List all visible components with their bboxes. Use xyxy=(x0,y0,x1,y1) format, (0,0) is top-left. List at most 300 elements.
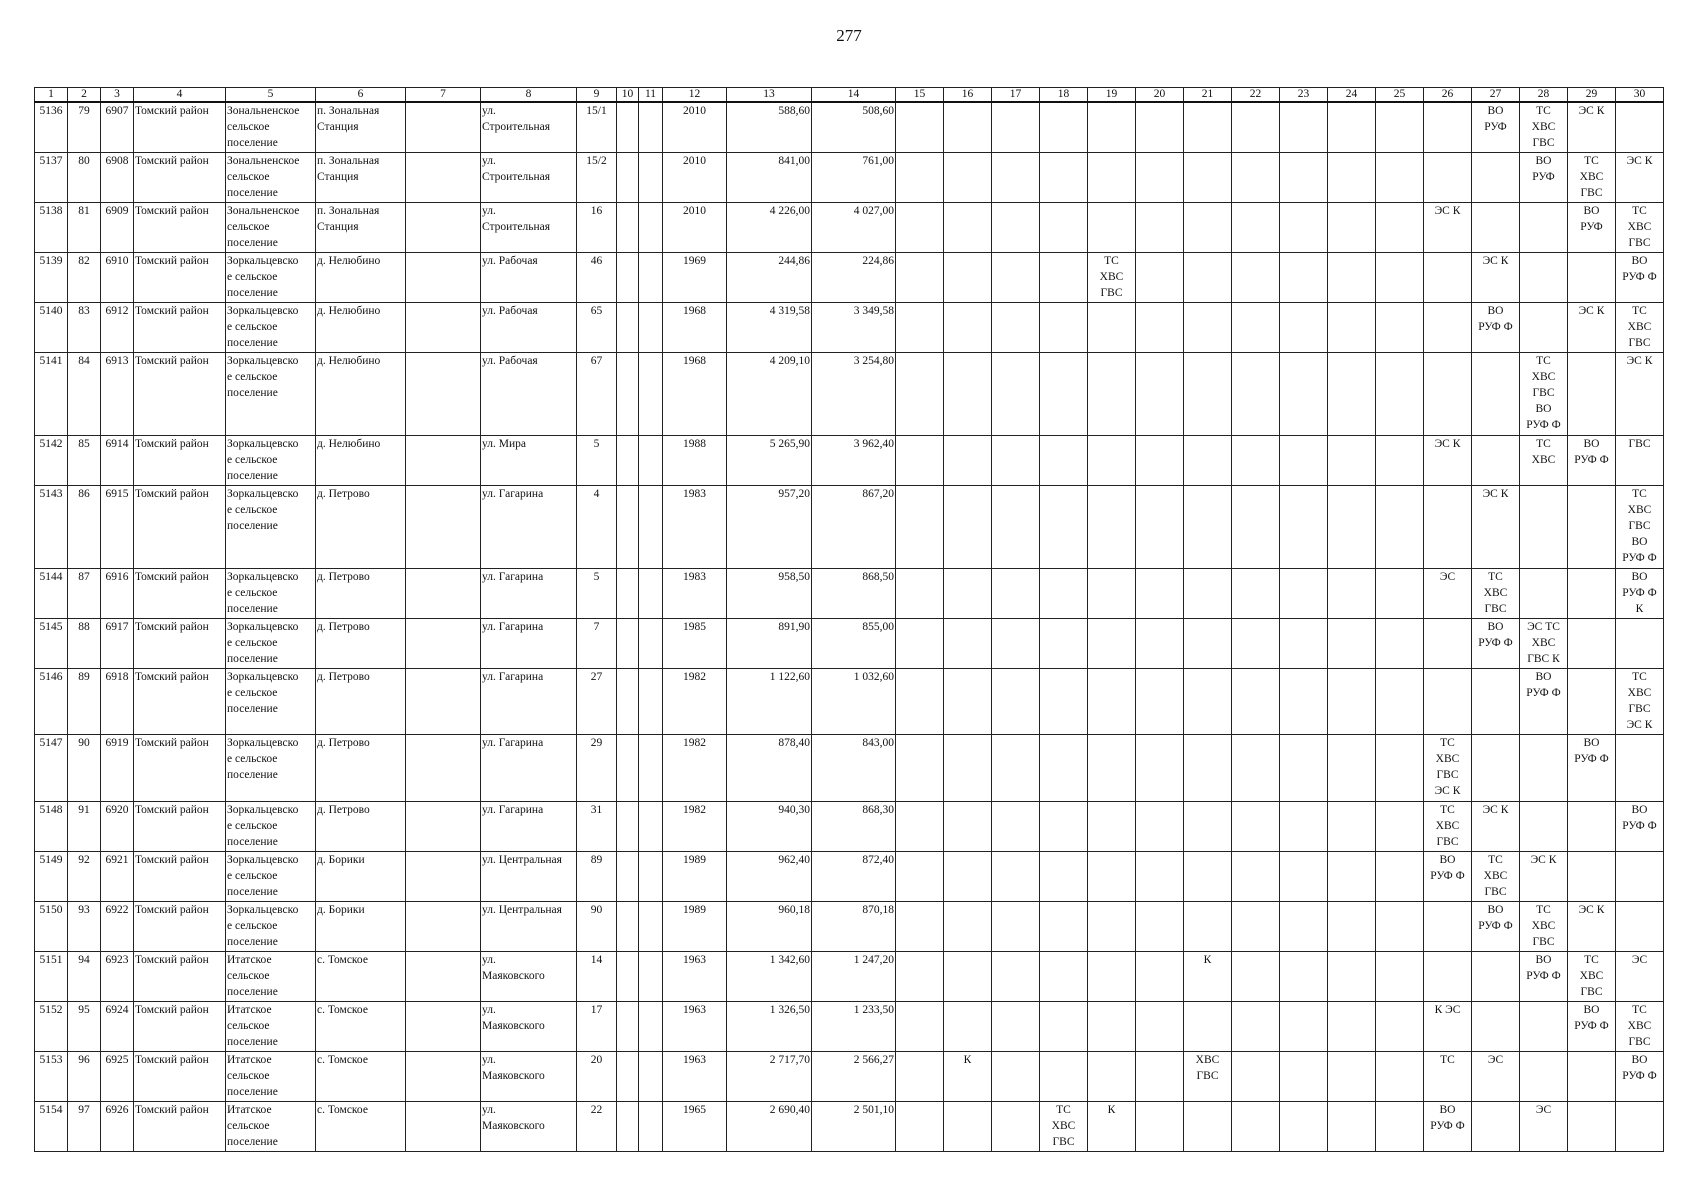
table-cell-col-28 xyxy=(1520,568,1568,618)
table-cell-col-17 xyxy=(992,302,1040,352)
table-cell-col-21 xyxy=(1184,668,1232,734)
table-cell-col-2: 80 xyxy=(68,152,101,202)
table-cell-col-7 xyxy=(406,152,481,202)
table-cell-col-17 xyxy=(992,152,1040,202)
table-cell-col-24 xyxy=(1328,352,1376,435)
table-cell-col-30 xyxy=(1616,102,1664,152)
table-cell-col-23 xyxy=(1280,1001,1328,1051)
table-cell-col-15 xyxy=(896,734,944,801)
table-cell-col-16 xyxy=(944,801,992,851)
table-row xyxy=(35,202,1664,252)
table-cell-col-19 xyxy=(1088,485,1136,568)
table-cell-col-15 xyxy=(896,901,944,951)
table-cell-col-10 xyxy=(617,901,639,951)
table-cell-col-4: Томский район xyxy=(134,1001,226,1051)
table-cell-col-1: 5146 xyxy=(35,668,68,734)
table-cell-col-16 xyxy=(944,435,992,485)
table-cell-col-27 xyxy=(1472,435,1520,485)
column-number-11: 11 xyxy=(639,88,663,103)
table-cell-col-28 xyxy=(1520,485,1568,568)
table-cell-col-5: Итатское сельское поселение xyxy=(226,951,316,1001)
table-cell-col-7 xyxy=(406,252,481,302)
table-cell-col-15 xyxy=(896,352,944,435)
column-number-12: 12 xyxy=(663,88,727,103)
table-cell-col-5: Зоркальцевско е сельское поселение xyxy=(226,568,316,618)
table-cell-col-1: 5147 xyxy=(35,734,68,801)
table-cell-col-26 xyxy=(1424,252,1472,302)
table-cell-col-23 xyxy=(1280,485,1328,568)
table-cell-col-4: Томский район xyxy=(134,618,226,668)
table-cell-col-21 xyxy=(1184,352,1232,435)
table-cell-col-23 xyxy=(1280,668,1328,734)
table-cell-col-6: п. Зональная Станция xyxy=(316,152,406,202)
table-cell-col-27 xyxy=(1472,352,1520,435)
table-cell-col-5: Итатское сельское поселение xyxy=(226,1051,316,1101)
table-cell-col-15 xyxy=(896,152,944,202)
table-cell-col-27: ТС ХВС ГВС xyxy=(1472,851,1520,901)
table-cell-col-16 xyxy=(944,668,992,734)
table-cell-col-14: 3 254,80 xyxy=(812,352,896,435)
table-cell-col-29: ЭС К xyxy=(1568,901,1616,951)
table-cell-col-21: К xyxy=(1184,951,1232,1001)
table-cell-col-2: 84 xyxy=(68,352,101,435)
table-row xyxy=(35,901,1664,951)
table-cell-col-9: 7 xyxy=(577,618,617,668)
table-cell-col-17 xyxy=(992,1101,1040,1151)
table-cell-col-27: ВО РУФ Ф xyxy=(1472,901,1520,951)
table-cell-col-26 xyxy=(1424,901,1472,951)
table-cell-col-1: 5145 xyxy=(35,618,68,668)
table-cell-col-7 xyxy=(406,302,481,352)
table-cell-col-13: 1 342,60 xyxy=(727,951,812,1001)
table-cell-col-13: 841,00 xyxy=(727,152,812,202)
table-cell-col-18 xyxy=(1040,252,1088,302)
table-cell-col-11 xyxy=(639,734,663,801)
table-cell-col-21 xyxy=(1184,102,1232,152)
table-cell-col-11 xyxy=(639,435,663,485)
table-cell-col-13: 244,86 xyxy=(727,252,812,302)
table-cell-col-11 xyxy=(639,618,663,668)
table-cell-col-28 xyxy=(1520,302,1568,352)
table-cell-col-4: Томский район xyxy=(134,568,226,618)
table-cell-col-11 xyxy=(639,485,663,568)
table-cell-col-18 xyxy=(1040,302,1088,352)
table-cell-col-28 xyxy=(1520,1001,1568,1051)
table-cell-col-14: 2 501,10 xyxy=(812,1101,896,1151)
table-cell-col-12: 1982 xyxy=(663,801,727,851)
table-cell-col-28: ВО РУФ Ф xyxy=(1520,668,1568,734)
table-cell-col-15 xyxy=(896,801,944,851)
table-cell-col-28: ВО РУФ Ф xyxy=(1520,951,1568,1001)
table-cell-col-17 xyxy=(992,352,1040,435)
table-cell-col-24 xyxy=(1328,302,1376,352)
column-number-17: 17 xyxy=(992,88,1040,103)
table-cell-col-21 xyxy=(1184,618,1232,668)
table-cell-col-24 xyxy=(1328,102,1376,152)
table-cell-col-27: ЭС К xyxy=(1472,252,1520,302)
table-cell-col-12: 1985 xyxy=(663,618,727,668)
table-cell-col-7 xyxy=(406,901,481,951)
column-number-27: 27 xyxy=(1472,88,1520,103)
column-number-3: 3 xyxy=(101,88,134,103)
column-number-1: 1 xyxy=(35,88,68,103)
column-number-8: 8 xyxy=(481,88,577,103)
table-cell-col-11 xyxy=(639,202,663,252)
table-cell-col-22 xyxy=(1232,951,1280,1001)
table-row xyxy=(35,302,1664,352)
table-cell-col-29 xyxy=(1568,668,1616,734)
table-row xyxy=(35,568,1664,618)
table-cell-col-23 xyxy=(1280,352,1328,435)
table-cell-col-16 xyxy=(944,901,992,951)
table-cell-col-20 xyxy=(1136,1001,1184,1051)
table-cell-col-25 xyxy=(1376,152,1424,202)
table-cell-col-19 xyxy=(1088,152,1136,202)
table-cell-col-26: ТС xyxy=(1424,1051,1472,1101)
table-cell-col-3: 6908 xyxy=(101,152,134,202)
table-cell-col-18: ТС ХВС ГВС xyxy=(1040,1101,1088,1151)
table-cell-col-18 xyxy=(1040,668,1088,734)
table-cell-col-12: 1968 xyxy=(663,302,727,352)
column-number-26: 26 xyxy=(1424,88,1472,103)
table-cell-col-18 xyxy=(1040,734,1088,801)
table-cell-col-21 xyxy=(1184,1001,1232,1051)
table-cell-col-20 xyxy=(1136,352,1184,435)
table-cell-col-27: ВО РУФ Ф xyxy=(1472,618,1520,668)
table-cell-col-11 xyxy=(639,102,663,152)
table-cell-col-23 xyxy=(1280,851,1328,901)
table-cell-col-30 xyxy=(1616,851,1664,901)
table-cell-col-20 xyxy=(1136,102,1184,152)
column-number-22: 22 xyxy=(1232,88,1280,103)
table-cell-col-22 xyxy=(1232,734,1280,801)
table-cell-col-21 xyxy=(1184,851,1232,901)
table-cell-col-28: ВО РУФ xyxy=(1520,152,1568,202)
table-cell-col-10 xyxy=(617,951,639,1001)
table-cell-col-8: ул. Гагарина xyxy=(481,801,577,851)
table-cell-col-30: ТС ХВС ГВС xyxy=(1616,202,1664,252)
table-cell-col-20 xyxy=(1136,801,1184,851)
table-cell-col-7 xyxy=(406,202,481,252)
table-cell-col-10 xyxy=(617,568,639,618)
table-cell-col-19 xyxy=(1088,1051,1136,1101)
table-cell-col-16 xyxy=(944,568,992,618)
table-cell-col-10 xyxy=(617,352,639,435)
table-cell-col-11 xyxy=(639,801,663,851)
table-cell-col-9: 4 xyxy=(577,485,617,568)
table-cell-col-11 xyxy=(639,668,663,734)
table-cell-col-17 xyxy=(992,435,1040,485)
table-cell-col-23 xyxy=(1280,801,1328,851)
column-number-16: 16 xyxy=(944,88,992,103)
table-cell-col-28: ТС ХВС ГВС xyxy=(1520,102,1568,152)
table-cell-col-23 xyxy=(1280,252,1328,302)
table-cell-col-8: ул. Маяковского xyxy=(481,1101,577,1151)
table-cell-col-26 xyxy=(1424,618,1472,668)
table-cell-col-29: ВО РУФ Ф xyxy=(1568,435,1616,485)
table-cell-col-24 xyxy=(1328,901,1376,951)
table-cell-col-5: Зональненское сельское поселение xyxy=(226,202,316,252)
column-number-15: 15 xyxy=(896,88,944,103)
table-row xyxy=(35,1051,1664,1101)
table-cell-col-29 xyxy=(1568,568,1616,618)
table-cell-col-7 xyxy=(406,668,481,734)
table-row xyxy=(35,668,1664,734)
table-cell-col-23 xyxy=(1280,1101,1328,1151)
table-cell-col-23 xyxy=(1280,734,1328,801)
table-cell-col-14: 843,00 xyxy=(812,734,896,801)
table-cell-col-8: ул. Центральная xyxy=(481,901,577,951)
table-cell-col-30: ЭС К xyxy=(1616,352,1664,435)
table-cell-col-16 xyxy=(944,352,992,435)
table-cell-col-7 xyxy=(406,352,481,435)
table-cell-col-5: Зоркальцевско е сельское поселение xyxy=(226,851,316,901)
column-number-28: 28 xyxy=(1520,88,1568,103)
table-cell-col-10 xyxy=(617,1051,639,1101)
table-cell-col-1: 5150 xyxy=(35,901,68,951)
table-cell-col-12: 1963 xyxy=(663,1001,727,1051)
table-cell-col-16: К xyxy=(944,1051,992,1101)
table-cell-col-4: Томский район xyxy=(134,485,226,568)
table-cell-col-17 xyxy=(992,1001,1040,1051)
table-cell-col-30: ВО РУФ Ф xyxy=(1616,801,1664,851)
table-cell-col-20 xyxy=(1136,734,1184,801)
table-cell-col-29 xyxy=(1568,801,1616,851)
table-cell-col-4: Томский район xyxy=(134,352,226,435)
table-cell-col-19 xyxy=(1088,435,1136,485)
table-cell-col-4: Томский район xyxy=(134,1101,226,1151)
table-cell-col-1: 5136 xyxy=(35,102,68,152)
table-cell-col-19 xyxy=(1088,901,1136,951)
table-cell-col-8: ул. Гагарина xyxy=(481,485,577,568)
table-cell-col-18 xyxy=(1040,568,1088,618)
table-cell-col-15 xyxy=(896,485,944,568)
table-cell-col-1: 5137 xyxy=(35,152,68,202)
table-cell-col-25 xyxy=(1376,352,1424,435)
table-cell-col-4: Томский район xyxy=(134,801,226,851)
table-cell-col-14: 2 566,27 xyxy=(812,1051,896,1101)
table-cell-col-2: 86 xyxy=(68,485,101,568)
table-cell-col-3: 6915 xyxy=(101,485,134,568)
table-cell-col-9: 15/1 xyxy=(577,102,617,152)
table-cell-col-20 xyxy=(1136,252,1184,302)
table-cell-col-3: 6914 xyxy=(101,435,134,485)
table-cell-col-4: Томский район xyxy=(134,435,226,485)
table-cell-col-19 xyxy=(1088,302,1136,352)
table-cell-col-4: Томский район xyxy=(134,152,226,202)
table-cell-col-21 xyxy=(1184,302,1232,352)
table-cell-col-5: Зоркальцевско е сельское поселение xyxy=(226,252,316,302)
table-cell-col-29 xyxy=(1568,252,1616,302)
table-cell-col-2: 83 xyxy=(68,302,101,352)
table-cell-col-4: Томский район xyxy=(134,851,226,901)
table-cell-col-5: Зоркальцевско е сельское поселение xyxy=(226,734,316,801)
table-cell-col-15 xyxy=(896,435,944,485)
table-cell-col-23 xyxy=(1280,435,1328,485)
table-cell-col-9: 14 xyxy=(577,951,617,1001)
table-cell-col-14: 868,30 xyxy=(812,801,896,851)
table-cell-col-24 xyxy=(1328,252,1376,302)
table-cell-col-24 xyxy=(1328,618,1376,668)
table-cell-col-29: ЭС К xyxy=(1568,302,1616,352)
table-cell-col-4: Томский район xyxy=(134,302,226,352)
table-row xyxy=(35,252,1664,302)
table-cell-col-19 xyxy=(1088,102,1136,152)
table-cell-col-26: ЭС xyxy=(1424,568,1472,618)
table-cell-col-13: 891,90 xyxy=(727,618,812,668)
table-cell-col-21 xyxy=(1184,901,1232,951)
table-cell-col-7 xyxy=(406,435,481,485)
table-cell-col-25 xyxy=(1376,1051,1424,1101)
table-cell-col-28: ТС ХВС ГВС xyxy=(1520,901,1568,951)
table-cell-col-14: 3 962,40 xyxy=(812,435,896,485)
table-cell-col-5: Зоркальцевско е сельское поселение xyxy=(226,668,316,734)
table-cell-col-13: 957,20 xyxy=(727,485,812,568)
table-cell-col-28: ТС ХВС xyxy=(1520,435,1568,485)
table-cell-col-2: 93 xyxy=(68,901,101,951)
table-cell-col-27: ТС ХВС ГВС xyxy=(1472,568,1520,618)
table-cell-col-7 xyxy=(406,851,481,901)
column-number-4: 4 xyxy=(134,88,226,103)
table-cell-col-7 xyxy=(406,1001,481,1051)
column-number-24: 24 xyxy=(1328,88,1376,103)
table-cell-col-26: ВО РУФ Ф xyxy=(1424,1101,1472,1151)
table-cell-col-26: ЭС К xyxy=(1424,202,1472,252)
table-cell-col-25 xyxy=(1376,1101,1424,1151)
table-row xyxy=(35,951,1664,1001)
table-cell-col-27 xyxy=(1472,668,1520,734)
table-cell-col-13: 958,50 xyxy=(727,568,812,618)
table-cell-col-11 xyxy=(639,1101,663,1151)
table-cell-col-20 xyxy=(1136,568,1184,618)
table-cell-col-3: 6916 xyxy=(101,568,134,618)
table-cell-col-25 xyxy=(1376,435,1424,485)
table-cell-col-4: Томский район xyxy=(134,734,226,801)
table-cell-col-22 xyxy=(1232,1001,1280,1051)
table-cell-col-16 xyxy=(944,302,992,352)
table-cell-col-19 xyxy=(1088,734,1136,801)
table-cell-col-13: 588,60 xyxy=(727,102,812,152)
table-cell-col-13: 4 319,58 xyxy=(727,302,812,352)
table-cell-col-27: ЭС К xyxy=(1472,485,1520,568)
column-number-19: 19 xyxy=(1088,88,1136,103)
table-cell-col-30: ВО РУФ Ф xyxy=(1616,1051,1664,1101)
table-cell-col-23 xyxy=(1280,102,1328,152)
column-number-7: 7 xyxy=(406,88,481,103)
table-cell-col-2: 97 xyxy=(68,1101,101,1151)
table-cell-col-20 xyxy=(1136,202,1184,252)
table-cell-col-27: ВО РУФ xyxy=(1472,102,1520,152)
table-cell-col-12: 2010 xyxy=(663,102,727,152)
table-cell-col-9: 89 xyxy=(577,851,617,901)
table-cell-col-29: ЭС К xyxy=(1568,102,1616,152)
column-number-23: 23 xyxy=(1280,88,1328,103)
table-cell-col-12: 1989 xyxy=(663,901,727,951)
table-cell-col-6: с. Томское xyxy=(316,951,406,1001)
table-cell-col-16 xyxy=(944,202,992,252)
table-cell-col-13: 1 122,60 xyxy=(727,668,812,734)
table-cell-col-26 xyxy=(1424,102,1472,152)
column-number-30: 30 xyxy=(1616,88,1664,103)
table-cell-col-30: ВО РУФ Ф xyxy=(1616,252,1664,302)
table-cell-col-21 xyxy=(1184,801,1232,851)
table-cell-col-8: ул. Гагарина xyxy=(481,734,577,801)
table-cell-col-30 xyxy=(1616,734,1664,801)
table-cell-col-22 xyxy=(1232,302,1280,352)
column-number-25: 25 xyxy=(1376,88,1424,103)
table-cell-col-17 xyxy=(992,851,1040,901)
table-cell-col-24 xyxy=(1328,568,1376,618)
table-row xyxy=(35,801,1664,851)
table-cell-col-6: д. Нелюбино xyxy=(316,352,406,435)
table-cell-col-17 xyxy=(992,618,1040,668)
table-cell-col-6: д. Нелюбино xyxy=(316,302,406,352)
table-cell-col-2: 91 xyxy=(68,801,101,851)
table-cell-col-19 xyxy=(1088,202,1136,252)
table-cell-col-10 xyxy=(617,302,639,352)
table-cell-col-10 xyxy=(617,435,639,485)
table-cell-col-28 xyxy=(1520,734,1568,801)
table-cell-col-23 xyxy=(1280,202,1328,252)
table-cell-col-17 xyxy=(992,102,1040,152)
table-cell-col-6: п. Зональная Станция xyxy=(316,102,406,152)
table-cell-col-21 xyxy=(1184,202,1232,252)
table-cell-col-24 xyxy=(1328,851,1376,901)
table-cell-col-28 xyxy=(1520,801,1568,851)
table-cell-col-15 xyxy=(896,668,944,734)
table-cell-col-11 xyxy=(639,851,663,901)
table-cell-col-15 xyxy=(896,302,944,352)
table-cell-col-19 xyxy=(1088,951,1136,1001)
table-cell-col-19 xyxy=(1088,668,1136,734)
table-cell-col-7 xyxy=(406,951,481,1001)
table-cell-col-25 xyxy=(1376,202,1424,252)
table-cell-col-16 xyxy=(944,485,992,568)
table-cell-col-30 xyxy=(1616,618,1664,668)
table-cell-col-12: 1963 xyxy=(663,951,727,1001)
table-cell-col-30 xyxy=(1616,1101,1664,1151)
table-cell-col-29 xyxy=(1568,1101,1616,1151)
table-cell-col-23 xyxy=(1280,901,1328,951)
table-cell-col-6: д. Петрово xyxy=(316,618,406,668)
table-cell-col-27 xyxy=(1472,202,1520,252)
table-cell-col-28 xyxy=(1520,202,1568,252)
table-cell-col-28: ЭС xyxy=(1520,1101,1568,1151)
table-cell-col-14: 868,50 xyxy=(812,568,896,618)
table-cell-col-3: 6907 xyxy=(101,102,134,152)
table-cell-col-27 xyxy=(1472,1001,1520,1051)
table-cell-col-13: 2 717,70 xyxy=(727,1051,812,1101)
table-cell-col-12: 1989 xyxy=(663,851,727,901)
table-cell-col-16 xyxy=(944,618,992,668)
table-cell-col-14: 224,86 xyxy=(812,252,896,302)
table-cell-col-22 xyxy=(1232,352,1280,435)
table-cell-col-28 xyxy=(1520,252,1568,302)
table-cell-col-7 xyxy=(406,485,481,568)
table-cell-col-11 xyxy=(639,152,663,202)
table-cell-col-6: д. Нелюбино xyxy=(316,252,406,302)
table-row xyxy=(35,152,1664,202)
table-cell-col-14: 867,20 xyxy=(812,485,896,568)
table-cell-col-3: 6909 xyxy=(101,202,134,252)
table-cell-col-16 xyxy=(944,951,992,1001)
table-cell-col-19 xyxy=(1088,851,1136,901)
table-cell-col-14: 1 233,50 xyxy=(812,1001,896,1051)
table-cell-col-3: 6924 xyxy=(101,1001,134,1051)
table-cell-col-25 xyxy=(1376,951,1424,1001)
table-cell-col-20 xyxy=(1136,302,1184,352)
table-cell-col-23 xyxy=(1280,1051,1328,1101)
